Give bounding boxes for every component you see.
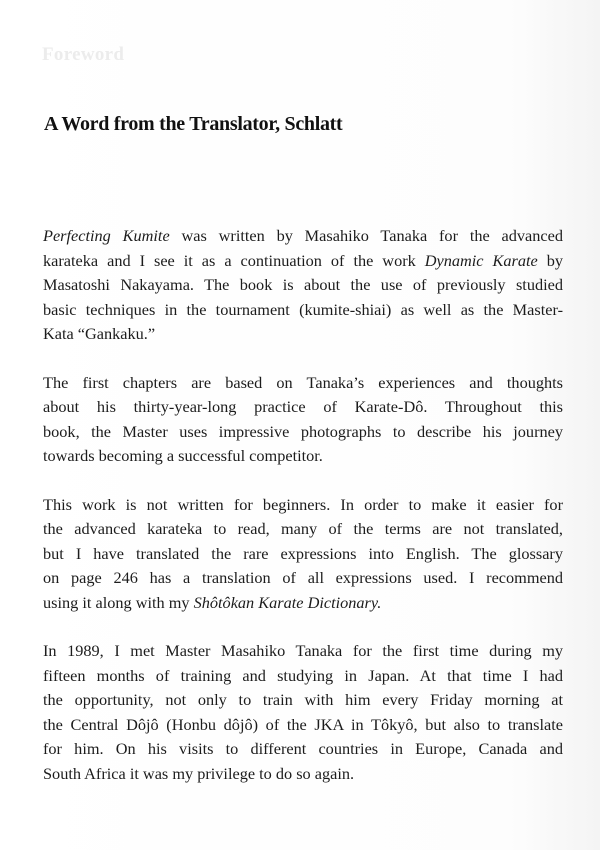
text-line [43, 224, 563, 249]
text-run: karateka and I see it as a continuation of the work [43, 250, 425, 270]
text-run: South Africa it was my privilege to do so again. [43, 763, 355, 783]
text-run: by [537, 250, 563, 270]
text-line [43, 566, 563, 591]
text-line [43, 639, 563, 664]
text-run: was written by Masahiko Tanaka for the advanced [169, 226, 563, 245]
text-line [43, 322, 563, 347]
text-line [43, 688, 563, 713]
paragraph [43, 639, 563, 786]
text-run: basic techniques in the tournament (kumite-shiai) as well as the Master- [43, 299, 563, 319]
text-line [43, 664, 563, 689]
text-run: Kata “Gankaku.” [43, 324, 156, 343]
text-line [43, 517, 563, 542]
text-run: book, the Master uses impressive photographs to describe his journey [43, 421, 563, 441]
paragraph [43, 224, 563, 347]
text-run: but I have translated the rare expressions into English. The glossary [43, 543, 563, 563]
text-run: fifteen months of training and studying in Japan. At that time I had [43, 665, 563, 685]
text-line [43, 591, 563, 616]
text-run: about his thirty-year-long practice of Karate-Dô. Throughout this [43, 397, 563, 416]
text-line [43, 444, 563, 469]
text-line [43, 493, 563, 518]
text-run: This work is not written for beginners. In order to make it easier for [43, 494, 563, 514]
italic-text: Perfecting Kumite [43, 226, 170, 245]
text-line [43, 298, 563, 323]
text-line [43, 737, 563, 762]
text-run: on page 246 has a translation of all expressions used. I recommend [43, 568, 563, 587]
text-line [43, 420, 563, 445]
text-run: In 1989, I met Master Masahiko Tanaka for the first time during my [43, 641, 563, 660]
text-line [43, 249, 563, 274]
text-run: towards becoming a successful competitor. [43, 446, 323, 465]
text-run: using it along with my [43, 592, 194, 612]
italic-text: Dynamic Karate [424, 250, 538, 270]
text-run: for him. On his visits to different countries in Europe, Canada and [43, 739, 563, 758]
text-line [43, 395, 563, 420]
text-line [43, 273, 563, 298]
text-run: the Central Dôjô (Honbu dôjô) of the JKA in Tôkyô, but also to translate [43, 714, 563, 734]
page-title: A Word from the Translator, Schlatt [44, 113, 343, 136]
text-run: the advanced karateka to read, many of the terms are not translated, [43, 519, 563, 538]
italic-text: Shôtôkan Karate Dictionary. [193, 592, 382, 612]
text-run: The first chapters are based on Tanaka’s experiences and thoughts [43, 372, 563, 392]
text-line [43, 371, 563, 396]
text-run: the opportunity, not only to train with him every Friday morning at [43, 690, 563, 709]
paragraph [43, 493, 563, 616]
text-run: Masatoshi Nakayama. The book is about the use of previously studied [43, 275, 563, 294]
text-line [43, 713, 563, 738]
paragraph [43, 371, 563, 469]
text-line [43, 762, 563, 787]
show-through-heading: Foreword [42, 44, 125, 65]
body-text [43, 224, 563, 810]
text-line [43, 542, 563, 567]
